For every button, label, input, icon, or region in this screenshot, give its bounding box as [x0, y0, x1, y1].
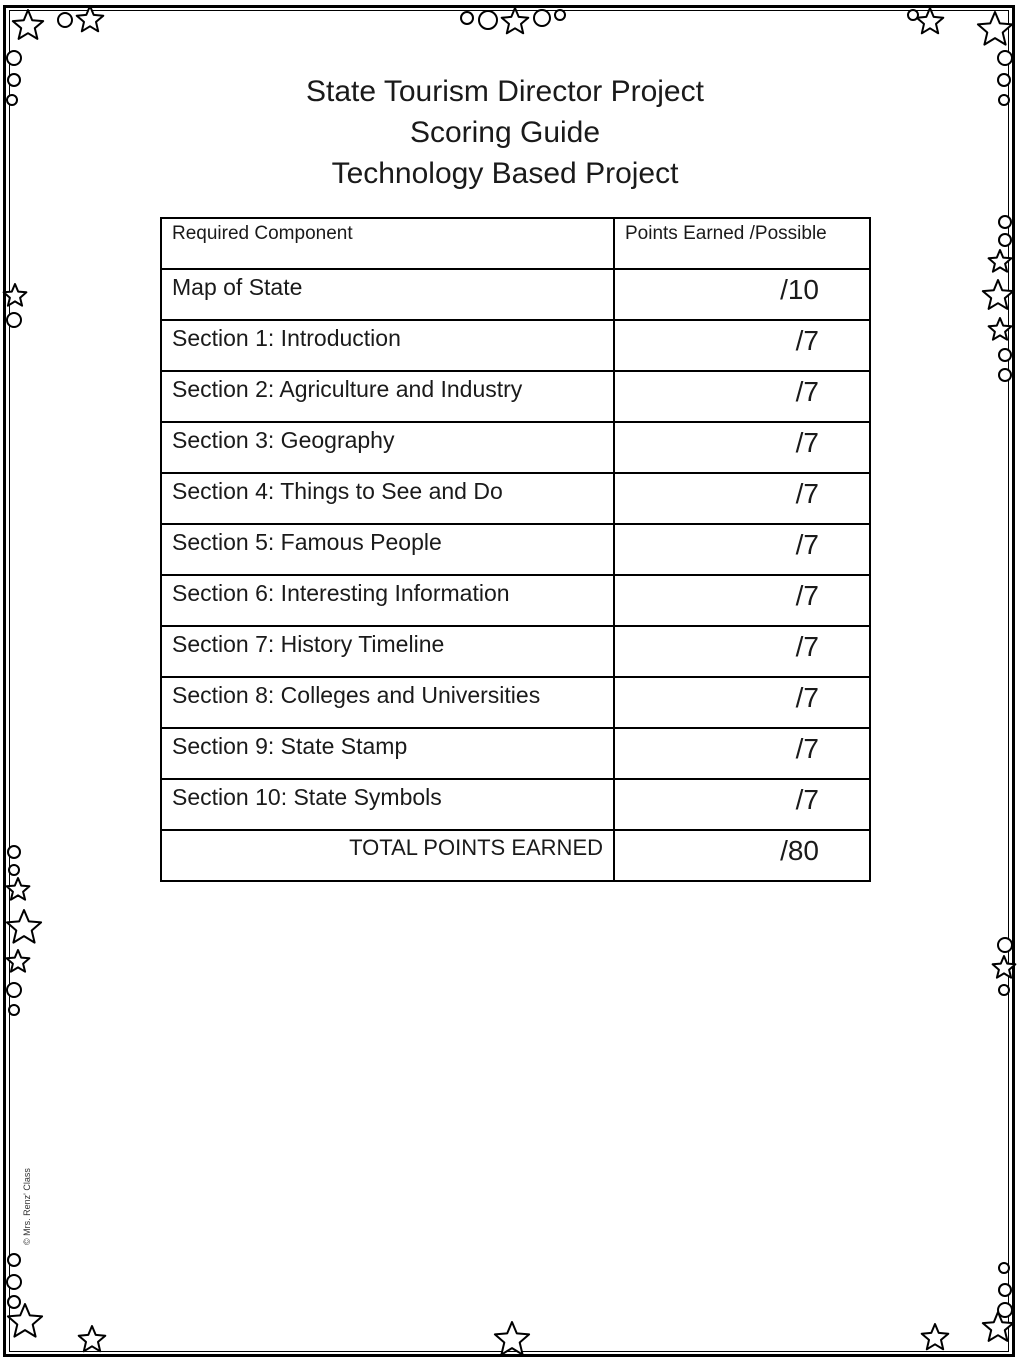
component-cell: Section 7: History Timeline [161, 626, 614, 677]
points-value: /7 [795, 784, 819, 815]
component-cell: Section 6: Interesting Information [161, 575, 614, 626]
points-cell [614, 575, 870, 626]
table-row [161, 371, 870, 422]
points-cell [614, 626, 870, 677]
points-cell [614, 473, 870, 524]
total-points-cell [614, 830, 870, 881]
points-value: /7 [795, 682, 819, 713]
total-points-value: /80 [780, 835, 819, 866]
total-label: TOTAL POINTS EARNED [161, 830, 614, 881]
points-value: /7 [795, 325, 819, 356]
points-cell [614, 728, 870, 779]
points-value: /7 [795, 478, 819, 509]
component-cell: Map of State [161, 269, 614, 320]
header-required-component: Required Component [161, 218, 614, 269]
points-value: /10 [780, 274, 819, 305]
page-subtitle: Scoring Guide [409, 116, 601, 149]
points-cell [614, 677, 870, 728]
total-row [161, 830, 870, 881]
points-value: /7 [795, 580, 819, 611]
component-cell: Section 5: Famous People [161, 524, 614, 575]
points-cell [614, 779, 870, 830]
points-cell [614, 524, 870, 575]
points-value: /7 [795, 427, 819, 458]
points-value: /7 [795, 631, 819, 662]
component-cell: Section 2: Agriculture and Industry [161, 371, 614, 422]
component-cell: Section 4: Things to See and Do [161, 473, 614, 524]
component-cell: Section 3: Geography [161, 422, 614, 473]
table-row [161, 422, 870, 473]
points-value: /7 [795, 733, 819, 764]
points-cell [614, 371, 870, 422]
table-row [161, 779, 870, 830]
header-points: Points Earned /Possible [614, 218, 870, 269]
component-cell: Section 8: Colleges and Universities [161, 677, 614, 728]
points-cell [614, 320, 870, 371]
component-cell: Section 9: State Stamp [161, 728, 614, 779]
table-row [161, 524, 870, 575]
component-cell: Section 10: State Symbols [161, 779, 614, 830]
table-row [161, 728, 870, 779]
component-cell: Section 1: Introduction [161, 320, 614, 371]
table-row [161, 320, 870, 371]
points-value: /7 [795, 529, 819, 560]
page-title: State Tourism Director Project [306, 75, 704, 108]
points-cell [614, 422, 870, 473]
page-subtitle-2: Technology Based Project [331, 157, 679, 190]
table-row [161, 626, 870, 677]
points-value: /7 [795, 376, 819, 407]
table-header-row [161, 218, 870, 269]
copyright-credit: © Mrs. Renz' Class [22, 1168, 32, 1245]
table-row [161, 269, 870, 320]
points-cell [614, 269, 870, 320]
table-row [161, 575, 870, 626]
table-row [161, 473, 870, 524]
table-row [161, 677, 870, 728]
scoring-table [160, 217, 871, 882]
